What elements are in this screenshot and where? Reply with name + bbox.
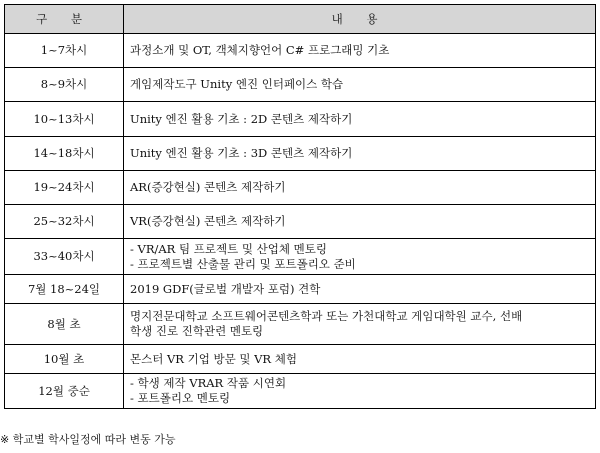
footnote: ※ 학교별 학사일정에 따라 변동 가능 xyxy=(0,433,176,446)
table-row xyxy=(5,102,596,137)
content-line: - 포트폴리오 멘토링 xyxy=(130,391,231,405)
header-content: 내 용 xyxy=(124,5,596,34)
table-row xyxy=(5,137,596,171)
content-cell xyxy=(124,275,596,304)
content-cell xyxy=(124,374,596,409)
schedule-table xyxy=(4,4,596,409)
table-row xyxy=(5,205,596,239)
period-cell: 14~18차시 xyxy=(5,137,124,171)
header-period: 구 분 xyxy=(5,5,124,34)
period-cell: 1~7차시 xyxy=(5,34,124,68)
content-line: 명지전문대학교 소프트웨어콘텐츠학과 또는 가천대학교 게임대학원 교수, 선배 xyxy=(130,309,523,323)
table-row xyxy=(5,239,596,275)
period-cell: 25~32차시 xyxy=(5,205,124,239)
table-row xyxy=(5,275,596,304)
period-cell: 7월 18~24일 xyxy=(5,275,124,304)
content-line: 학생 진로 진학관련 멘토링 xyxy=(130,324,264,338)
table-row xyxy=(5,345,596,374)
content-line: Unity 엔진 활용 기초 : 3D 콘텐츠 제작하기 xyxy=(130,146,353,160)
content-line: 과정소개 및 OT, 객체지향언어 C# 프로그래밍 기초 xyxy=(130,43,390,57)
content-line: - VR/AR 팀 프로젝트 및 산업체 멘토링 xyxy=(130,241,327,256)
content-line: VR(증강현실) 콘텐츠 제작하기 xyxy=(130,214,286,228)
content-cell xyxy=(124,345,596,374)
period-cell: 12월 중순 xyxy=(5,374,124,409)
content-cell xyxy=(124,68,596,102)
table-row xyxy=(5,68,596,102)
content-line: 몬스터 VR 기업 방문 및 VR 체험 xyxy=(130,351,297,366)
table-header-row xyxy=(5,5,596,34)
content-cell xyxy=(124,171,596,205)
period-cell: 10월 초 xyxy=(5,345,124,374)
content-line: - 프로젝트별 산출물 관리 및 포트폴리오 준비 xyxy=(130,256,356,271)
content-cell xyxy=(124,239,596,275)
content-cell xyxy=(124,304,596,345)
content-cell xyxy=(124,137,596,171)
period-cell: 33~40차시 xyxy=(5,239,124,275)
table-row xyxy=(5,304,596,345)
content-cell xyxy=(124,205,596,239)
content-line: 2019 GDF(글로벌 개발자 포럼) 견학 xyxy=(130,281,321,296)
content-line: - 학생 제작 VRAR 작품 시연회 xyxy=(130,376,287,390)
content-cell xyxy=(124,34,596,68)
table-row xyxy=(5,171,596,205)
period-cell: 19~24차시 xyxy=(5,171,124,205)
period-cell: 8~9차시 xyxy=(5,68,124,102)
content-line: 게임제작도구 Unity 엔진 인터페이스 학습 xyxy=(130,77,344,91)
table-row xyxy=(5,374,596,409)
content-cell xyxy=(124,102,596,137)
period-cell: 8월 초 xyxy=(5,304,124,345)
content-line: AR(증강현실) 콘텐츠 제작하기 xyxy=(130,180,286,194)
content-line: Unity 엔진 활용 기초 : 2D 콘텐츠 제작하기 xyxy=(130,111,353,126)
period-cell: 10~13차시 xyxy=(5,102,124,137)
table-row xyxy=(5,34,596,68)
